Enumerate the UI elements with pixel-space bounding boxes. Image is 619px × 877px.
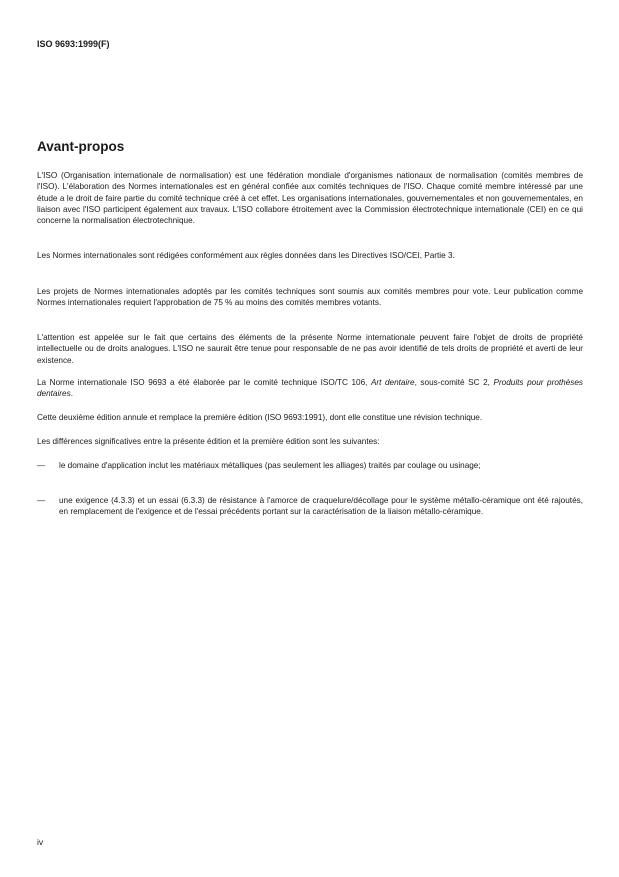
text: .	[70, 389, 73, 399]
paragraph-committee	[37, 377, 583, 400]
paragraph-patent: L'attention est appelée sur le fait que certains des éléments de la présente Norme internationale peuvent faire l'objet de droits de propriété intellectuelle ou de droits analogues. L'ISO ne saurait être tenue pour responsable de ne pas avoir identifié de tels droits de propriété et averti de leur existence.	[37, 333, 583, 365]
list-item	[37, 460, 583, 471]
subcommittee-name: Produits pour prothèses dentaires	[37, 378, 583, 399]
paragraph-edition: Cette deuxième édition annule et remplace la première édition (ISO 9693:1991), dont elle constitue une révision technique.	[37, 413, 483, 422]
list-item-text: une exigence (4.3.3) et un essai (6.3.3) de résistance à l'amorce de craquelure/décollage pour le système métallo-céramique ont été rajoutés, en remplacement de l'exigence et de l'essai précédents portant sur la caractérisation de la liaison métallo-céramique.	[59, 496, 583, 517]
list-item	[37, 495, 583, 518]
list-item-text: le domaine d'application inclut les matériaux métalliques (pas seulement les alliages) traités par coulage ou usinage;	[59, 461, 481, 470]
page-number: iv	[37, 837, 44, 847]
paragraph-differences: Les différences significatives entre la présente édition et la première édition sont les suivantes:	[37, 437, 380, 446]
section-title: Avant-propos	[37, 139, 125, 154]
paragraph-iso-intro: L'ISO (Organisation internationale de normalisation) est une fédération mondiale d'organismes nationaux de normalisation (comités membres de l'ISO). L'élaboration des Normes internationales est en général confiée aux comités techniques de l'ISO. Chaque comité membre intéressé par une étude a le droit de faire partie du comité technique créé à cet effet. Les organisations internationales, gouvernementales et non gouvernementales, en liaison avec l'ISO participent également aux travaux. L'ISO collabore étroitement avec la Commission électrotechnique internationale (CEI) en ce qui concerne la normalisation électrotechnique.	[37, 171, 583, 226]
dash-bullet: —	[37, 496, 46, 505]
document-header: ISO 9693:1999(F)	[37, 39, 110, 49]
paragraph-voting: Les projets de Normes internationales adoptés par les comités techniques sont soumis aux comités membres pour vote. Leur publication comme Normes internationales requiert l'approbation de 75 % au moins des comités membres votants.	[37, 287, 583, 308]
dash-bullet: —	[37, 461, 46, 470]
text: La Norme internationale ISO 9693 a été élaborée par le comité technique ISO/TC 106,	[37, 378, 371, 387]
committee-name: Art dentaire	[370, 378, 415, 387]
paragraph-directives: Les Normes internationales sont rédigées conformément aux règles données dans les Directives ISO/CEI, Partie 3.	[37, 251, 455, 260]
text: , sous-comité SC 2,	[414, 378, 494, 387]
